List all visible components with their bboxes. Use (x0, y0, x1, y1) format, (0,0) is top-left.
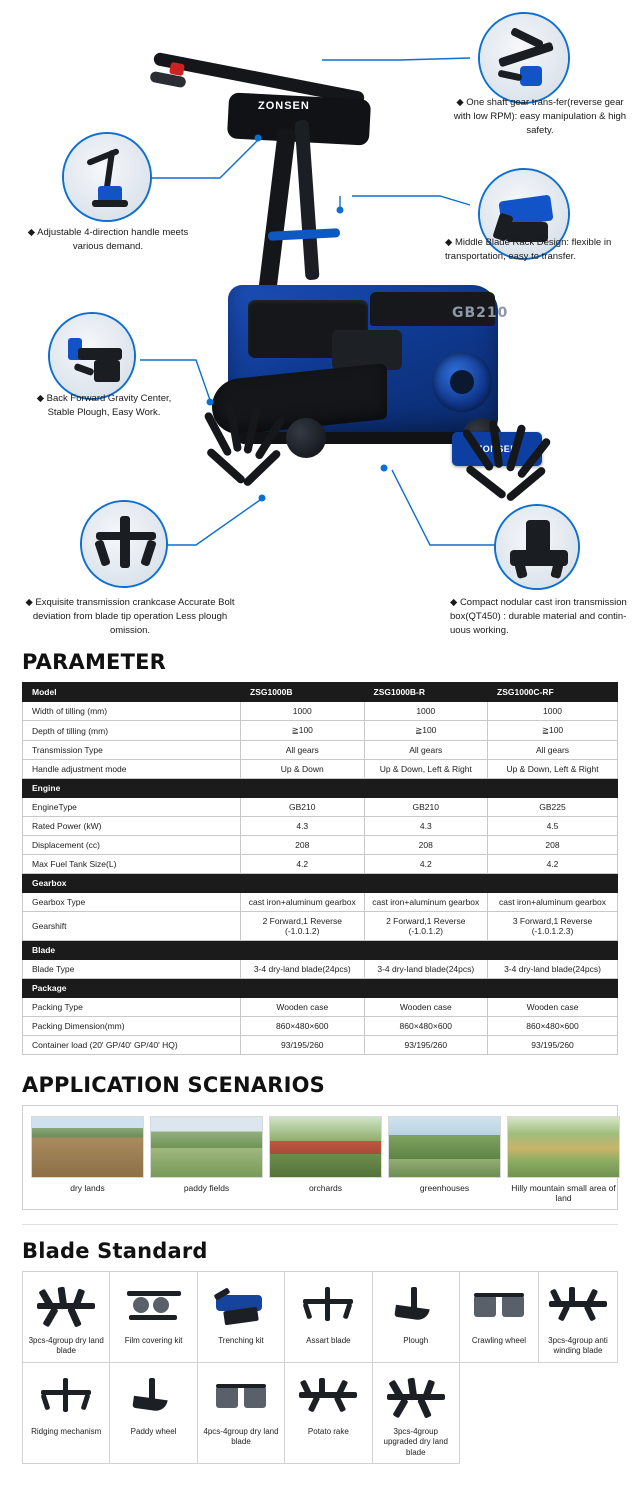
blade-cell (110, 1272, 197, 1363)
table-group-label: Engine (23, 779, 618, 798)
blade-tool-illustration (381, 1281, 451, 1331)
scenario-image (31, 1116, 144, 1178)
table-row-label: Container load (20' GP/40' GP/40' HQ) (23, 1036, 241, 1055)
callout-text-transmission-box: ◆ Compact nodular cast iron transmission box(QT450) : durable material and contin-uous working. (450, 597, 627, 636)
blade-caption: 3pcs-4group upgraded dry land blade (383, 1426, 448, 1457)
table-cell: 860×480×600 (488, 1017, 618, 1036)
callout-bubble-adjustable-handle (62, 132, 152, 222)
table-group-row (23, 979, 618, 998)
table-row-label: Packing Type (23, 998, 241, 1017)
table-row (23, 893, 618, 912)
blade-cell (285, 1272, 372, 1363)
callout-bubble-gear-transfer (478, 12, 570, 104)
table-row-label: Blade Type (23, 960, 241, 979)
scenarios-box (22, 1105, 618, 1210)
scenarios-row (31, 1116, 616, 1203)
table-row-label: Gearshift (23, 912, 241, 941)
table-row (23, 855, 618, 874)
blade-cell (23, 1272, 110, 1363)
table-cell: ≧100 (241, 721, 365, 741)
callout-text-crankcase: ◆ Exquisite transmission crankcase Accurate Bolt deviation from blade tip operation Less plough omission. (25, 597, 235, 636)
blade-image (27, 1369, 105, 1425)
blade-cell (459, 1272, 538, 1363)
table-cell: ≧100 (364, 721, 488, 741)
table-row (23, 912, 618, 941)
scenario-item (388, 1116, 501, 1203)
table-cell: 3 Forward,1 Reverse (-1.0.1.2.3) (488, 912, 618, 941)
table-row-label: Max Fuel Tank Size(L) (23, 855, 241, 874)
table-cell: 1000 (364, 702, 488, 721)
blade-image (377, 1278, 455, 1334)
callout-text-adjustable-handle: ◆ Adjustable 4-direction handle meets various demand. (27, 227, 189, 252)
table-row-label: Width of tilling (mm) (23, 702, 241, 721)
blade-cell (372, 1272, 459, 1363)
table-row-label: Packing Dimension(mm) (23, 1017, 241, 1036)
scenario-image (507, 1116, 620, 1178)
table-row (23, 998, 618, 1017)
parameter-table-wrap (0, 682, 640, 1055)
blade-tool-illustration (206, 1372, 276, 1422)
table-cell: Up & Down (241, 760, 365, 779)
table-cell: 2 Forward,1 Reverse (-1.0.1.2) (364, 912, 488, 941)
table-cell: 4.2 (364, 855, 488, 874)
blade-cell (197, 1272, 284, 1363)
table-cell: 4.2 (241, 855, 365, 874)
blade-cell (110, 1362, 197, 1463)
blade-cell (23, 1362, 110, 1463)
table-cell: ZSG1000B (241, 683, 365, 702)
table-row (23, 960, 618, 979)
table-cell: cast iron+aluminum gearbox (241, 893, 365, 912)
blade-tool-illustration (543, 1281, 613, 1331)
blade-row (23, 1272, 618, 1363)
blade-image (289, 1369, 367, 1425)
blade-image (377, 1369, 455, 1425)
callout-text-middle-blade-rack: ◆ Middle Blade Rack Design: flexible in transportation, easy to transfer. (445, 237, 612, 262)
table-row-label: EngineType (23, 798, 241, 817)
blade-tool-illustration (206, 1281, 276, 1331)
table-cell: 1000 (241, 702, 365, 721)
table-cell: Wooden case (364, 998, 488, 1017)
table-cell: 3-4 dry-land blade(24pcs) (488, 960, 618, 979)
table-row (23, 702, 618, 721)
scenario-item (269, 1116, 382, 1203)
blade-caption: Ridging mechanism (31, 1426, 102, 1436)
blade-caption: 3pcs-4group dry land blade (28, 1336, 104, 1356)
scenario-item (31, 1116, 144, 1203)
scenario-item (150, 1116, 263, 1203)
callout-bubble-gravity-center (48, 312, 136, 400)
table-row (23, 798, 618, 817)
blade-image (464, 1278, 534, 1334)
scenario-image (388, 1116, 501, 1178)
table-group-row (23, 874, 618, 893)
blade-tool-illustration (119, 1372, 189, 1422)
blade-image (289, 1278, 367, 1334)
handle-brand-logo: ZONSEN (258, 100, 310, 112)
blade-caption: Trenching kit (218, 1336, 264, 1345)
table-cell: Up & Down, Left & Right (488, 760, 618, 779)
table-cell: 4.3 (364, 817, 488, 836)
table-cell: cast iron+aluminum gearbox (488, 893, 618, 912)
table-cell: ≧100 (488, 721, 618, 741)
blade-image (114, 1369, 192, 1425)
table-row (23, 1036, 618, 1055)
blade-caption: Paddy wheel (130, 1426, 177, 1436)
table-row (23, 1017, 618, 1036)
table-cell: All gears (364, 741, 488, 760)
blade-caption: 4pcs-4group dry land blade (203, 1426, 279, 1447)
callout-text-gear-transfer: ◆ One shaft gear trans-fer(reverse gear with low RPM): easy manipulation & high safety. (453, 97, 627, 136)
blade-caption: Assart blade (306, 1336, 351, 1345)
table-row-label: Displacement (cc) (23, 836, 241, 855)
blade-cell (197, 1362, 284, 1463)
blade-caption: 3pcs-4group anti winding blade (548, 1336, 608, 1356)
scenarios-section-title: APPLICATION SCENARIOS (22, 1073, 326, 1097)
blade-caption: Plough (403, 1336, 429, 1345)
table-cell: 93/195/260 (488, 1036, 618, 1055)
table-group-label: Gearbox (23, 874, 618, 893)
engine-model-label: GB210 (452, 305, 509, 321)
table-row-label: Transmission Type (23, 741, 241, 760)
table-row (23, 741, 618, 760)
table-cell: 208 (488, 836, 618, 855)
blade-tool-illustration (31, 1281, 101, 1331)
table-cell: 1000 (488, 702, 618, 721)
table-cell: 93/195/260 (364, 1036, 488, 1055)
table-cell: 860×480×600 (241, 1017, 365, 1036)
table-cell: 2 Forward,1 Reverse (-1.0.1.2) (241, 912, 365, 941)
table-row-label: Depth of tilling (mm) (23, 721, 241, 741)
blade-caption: Film covering kit (124, 1336, 183, 1345)
blade-cell (285, 1362, 372, 1463)
blade-cell (372, 1362, 459, 1463)
blade-tool-illustration (464, 1281, 534, 1331)
scenario-caption: paddy fields (183, 1183, 230, 1193)
table-cell: GB225 (488, 798, 618, 817)
blade-image (27, 1278, 105, 1334)
table-group-row (23, 941, 618, 960)
blade-image (202, 1369, 280, 1425)
table-cell: 208 (241, 836, 365, 855)
table-cell: Wooden case (488, 998, 618, 1017)
table-row (23, 817, 618, 836)
table-cell: ZSG1000B-R (364, 683, 488, 702)
blade-caption: Crawling wheel (471, 1336, 527, 1345)
table-cell: ZSG1000C-RF (488, 683, 618, 702)
table-cell: 3-4 dry-land blade(24pcs) (364, 960, 488, 979)
table-cell: 4.3 (241, 817, 365, 836)
parameter-table (22, 682, 618, 1055)
scenario-caption: Hilly mountain small area of land (511, 1183, 616, 1203)
blade-standard-table (22, 1271, 618, 1464)
table-cell: 4.5 (488, 817, 618, 836)
table-row-label: Handle adjustment mode (23, 760, 241, 779)
parameter-section-title: PARAMETER (22, 650, 167, 674)
blade-section-title: Blade Standard (22, 1239, 208, 1263)
blade-tool-illustration (293, 1372, 363, 1422)
table-cell: 860×480×600 (364, 1017, 488, 1036)
table-row-label: Model (23, 683, 241, 702)
table-group-row (23, 683, 618, 702)
callout-bubble-transmission-box (494, 504, 580, 590)
table-cell: Wooden case (241, 998, 365, 1017)
blade-tool-illustration (119, 1281, 189, 1331)
blade-image (114, 1278, 192, 1334)
table-row-label: Gearbox Type (23, 893, 241, 912)
table-cell: Up & Down, Left & Right (364, 760, 488, 779)
table-row (23, 760, 618, 779)
blade-row (23, 1362, 618, 1463)
table-row-label: Rated Power (kW) (23, 817, 241, 836)
blade-tool-illustration (31, 1372, 101, 1422)
section-divider (22, 1224, 618, 1225)
blade-caption: Potato rake (307, 1426, 349, 1436)
blade-cell (538, 1272, 617, 1363)
blade-tool-illustration (381, 1372, 451, 1422)
blade-image (543, 1278, 613, 1334)
table-cell: 4.2 (488, 855, 618, 874)
blade-tool-illustration (293, 1281, 363, 1331)
table-cell: 93/195/260 (241, 1036, 365, 1055)
table-group-label: Package (23, 979, 618, 998)
table-cell: GB210 (241, 798, 365, 817)
table-cell: GB210 (364, 798, 488, 817)
table-group-label: Blade (23, 941, 618, 960)
table-cell: All gears (488, 741, 618, 760)
blade-table-wrap (22, 1271, 618, 1464)
callout-text-gravity-center: ◆ Back Forward Gravity Center, Stable Plough, Easy Work. (36, 393, 172, 418)
blade-image (202, 1278, 280, 1334)
table-cell: cast iron+aluminum gearbox (364, 893, 488, 912)
scenario-image (269, 1116, 382, 1178)
scenario-item (507, 1116, 620, 1203)
table-cell: 3-4 dry-land blade(24pcs) (241, 960, 365, 979)
hero-feature-diagram (0, 0, 640, 640)
scenario-caption: greenhouses (419, 1183, 470, 1193)
table-cell: 208 (364, 836, 488, 855)
table-row (23, 721, 618, 741)
scenario-caption: orchards (308, 1183, 343, 1193)
scenario-image (150, 1116, 263, 1178)
scenario-caption: dry lands (70, 1183, 105, 1193)
table-cell: All gears (241, 741, 365, 760)
table-group-row (23, 779, 618, 798)
table-row (23, 836, 618, 855)
callout-bubble-crankcase (80, 500, 168, 588)
